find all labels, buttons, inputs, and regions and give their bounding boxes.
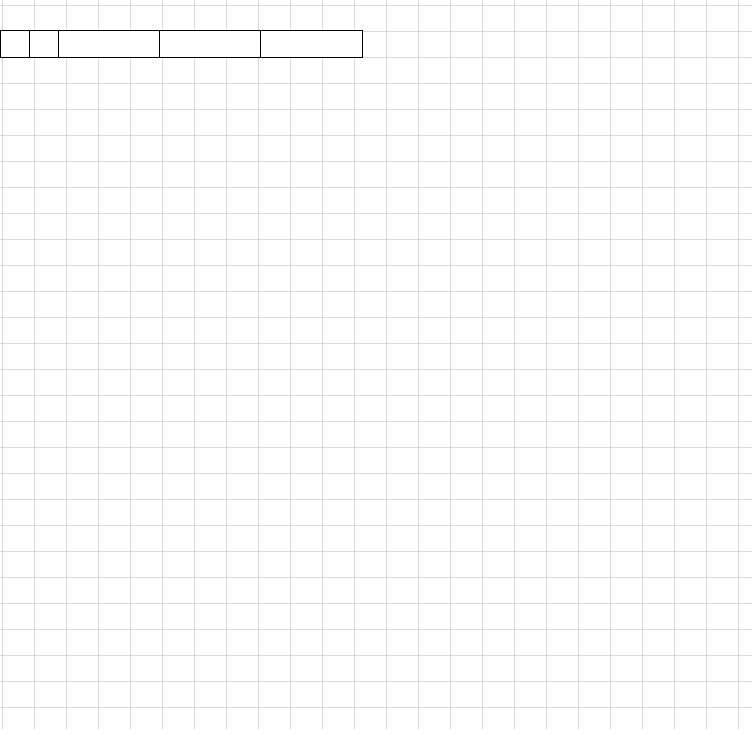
col-header-sire <box>160 31 261 58</box>
entries-table <box>0 30 363 58</box>
col-header-number <box>30 31 59 58</box>
col-header-waku <box>1 31 30 58</box>
col-header-dam-sire <box>261 31 363 58</box>
entries-header-row <box>1 31 363 58</box>
col-header-horse <box>59 31 160 58</box>
